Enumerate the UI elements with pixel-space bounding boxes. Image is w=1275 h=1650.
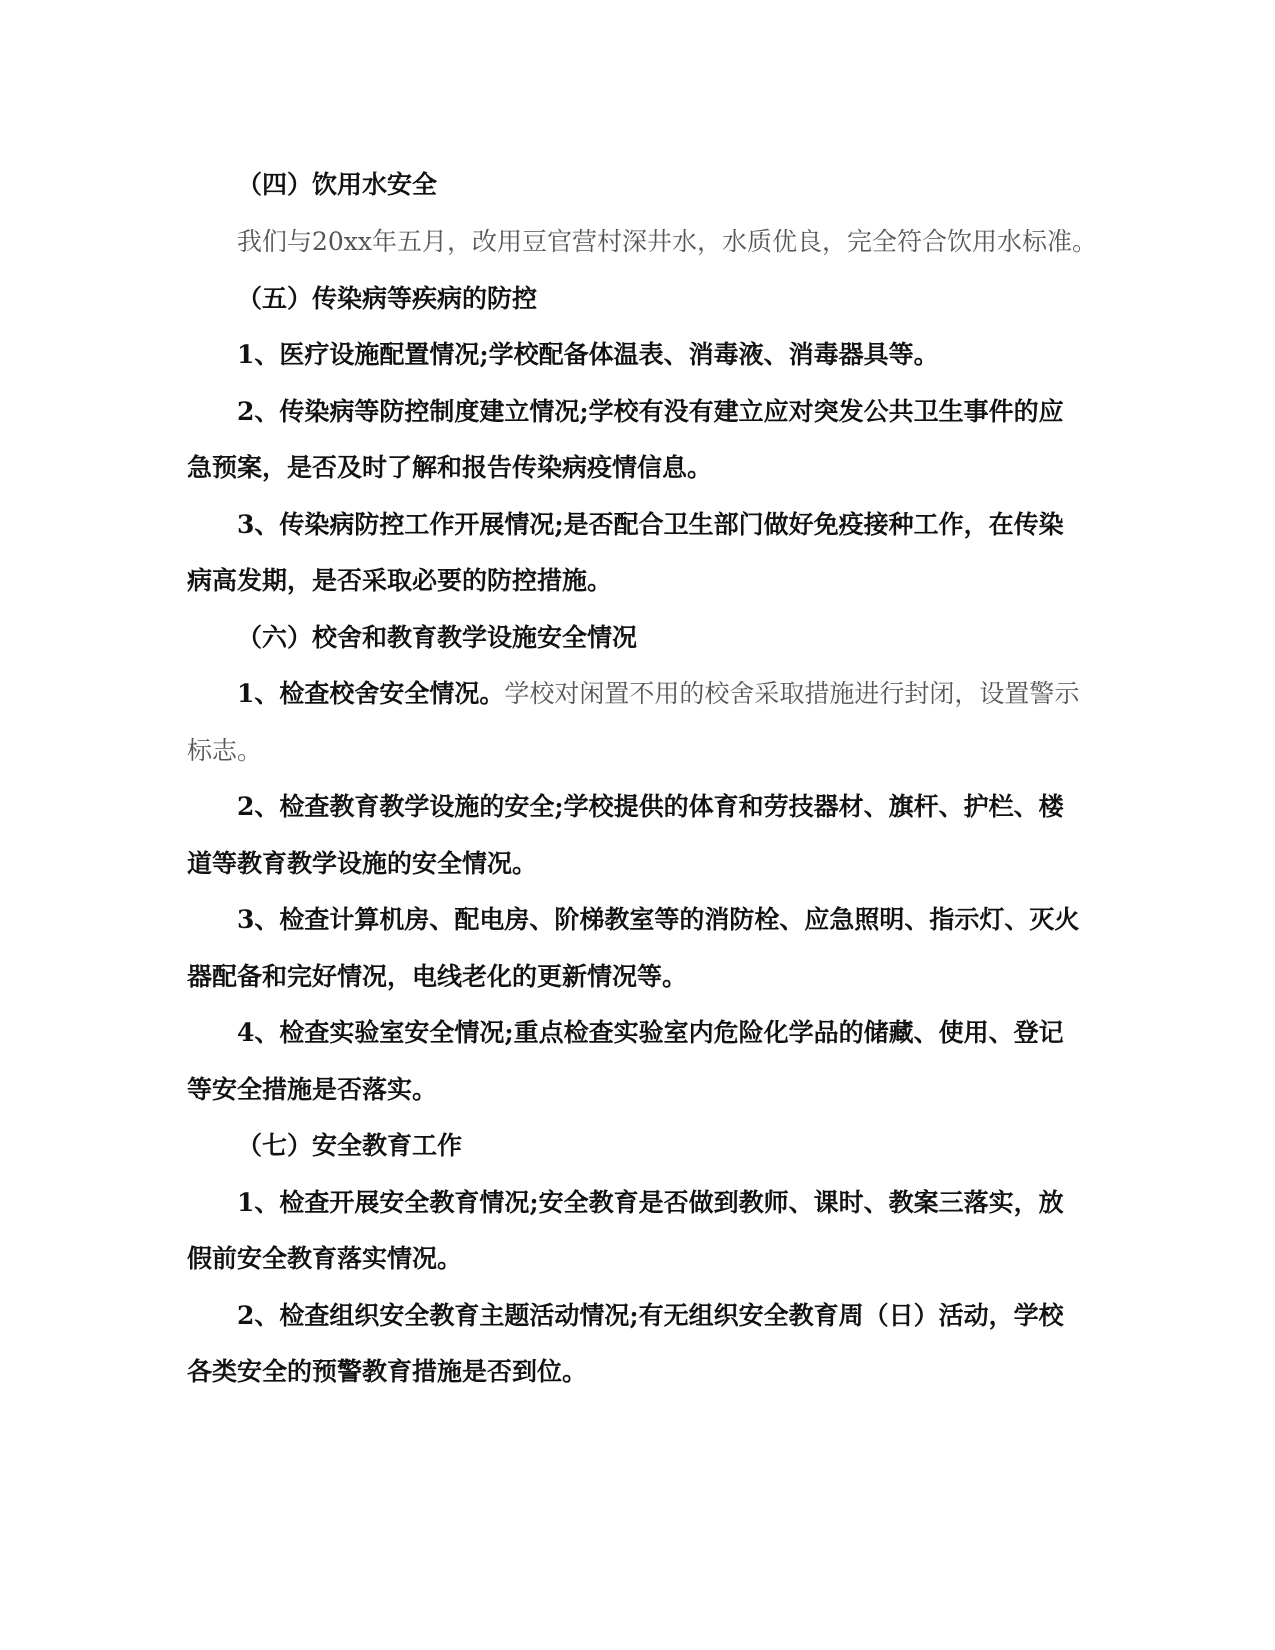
list-item (237, 677, 1137, 711)
paragraph: 我们与20xx年五月，改用豆官营村深井水，水质优良，完全符合饮用水标准。 (237, 227, 1098, 256)
list-item: 1、医疗设施配置情况;学校配备体温表、消毒液、消毒器具等。 (237, 340, 939, 369)
section-heading: （五）传染病等疾病的防控 (237, 284, 538, 313)
list-item: 4、检查实验室安全情况;重点检查实验室内危险化学品的储藏、使用、登记 (237, 1018, 1064, 1047)
section-heading: （四）饮用水安全 (237, 170, 438, 199)
list-item-bold-part: 1、检查校舍安全情况。 (237, 679, 505, 708)
list-item-light-part: 学校对闲置不用的校舍采取措施进行封闭，设置警示 (504, 679, 1080, 708)
list-item-continuation: 器配备和完好情况，电线老化的更新情况等。 (187, 962, 688, 991)
list-item-continuation: 标志。 (187, 736, 263, 765)
list-item-continuation: 急预案，是否及时了解和报告传染病疫情信息。 (187, 453, 713, 482)
list-item-continuation: 道等教育教学设施的安全情况。 (187, 849, 538, 878)
list-item: 2、检查组织安全教育主题活动情况;有无组织安全教育周（日）活动，学校 (237, 1301, 1064, 1330)
section-heading: （六）校舍和教育教学设施安全情况 (237, 623, 638, 652)
list-item: 2、检查教育教学设施的安全;学校提供的体育和劳技器材、旗杆、护栏、楼 (237, 792, 1064, 821)
list-item: 2、传染病等防控制度建立情况;学校有没有建立应对突发公共卫生事件的应 (237, 397, 1064, 426)
list-item-continuation: 病高发期，是否采取必要的防控措施。 (187, 566, 613, 595)
list-item-continuation: 等安全措施是否落实。 (187, 1075, 438, 1104)
list-item: 1、检查开展安全教育情况;安全教育是否做到教师、课时、教案三落实，放 (237, 1188, 1064, 1217)
list-item-continuation: 假前安全教育落实情况。 (187, 1244, 463, 1273)
list-item: 3、检查计算机房、配电房、阶梯教室等的消防栓、应急照明、指示灯、灭火 (237, 905, 1080, 934)
list-item-continuation: 各类安全的预警教育措施是否到位。 (187, 1357, 588, 1386)
list-item: 3、传染病防控工作开展情况;是否配合卫生部门做好免疫接种工作，在传染 (237, 510, 1064, 539)
section-heading: （七）安全教育工作 (237, 1131, 463, 1160)
